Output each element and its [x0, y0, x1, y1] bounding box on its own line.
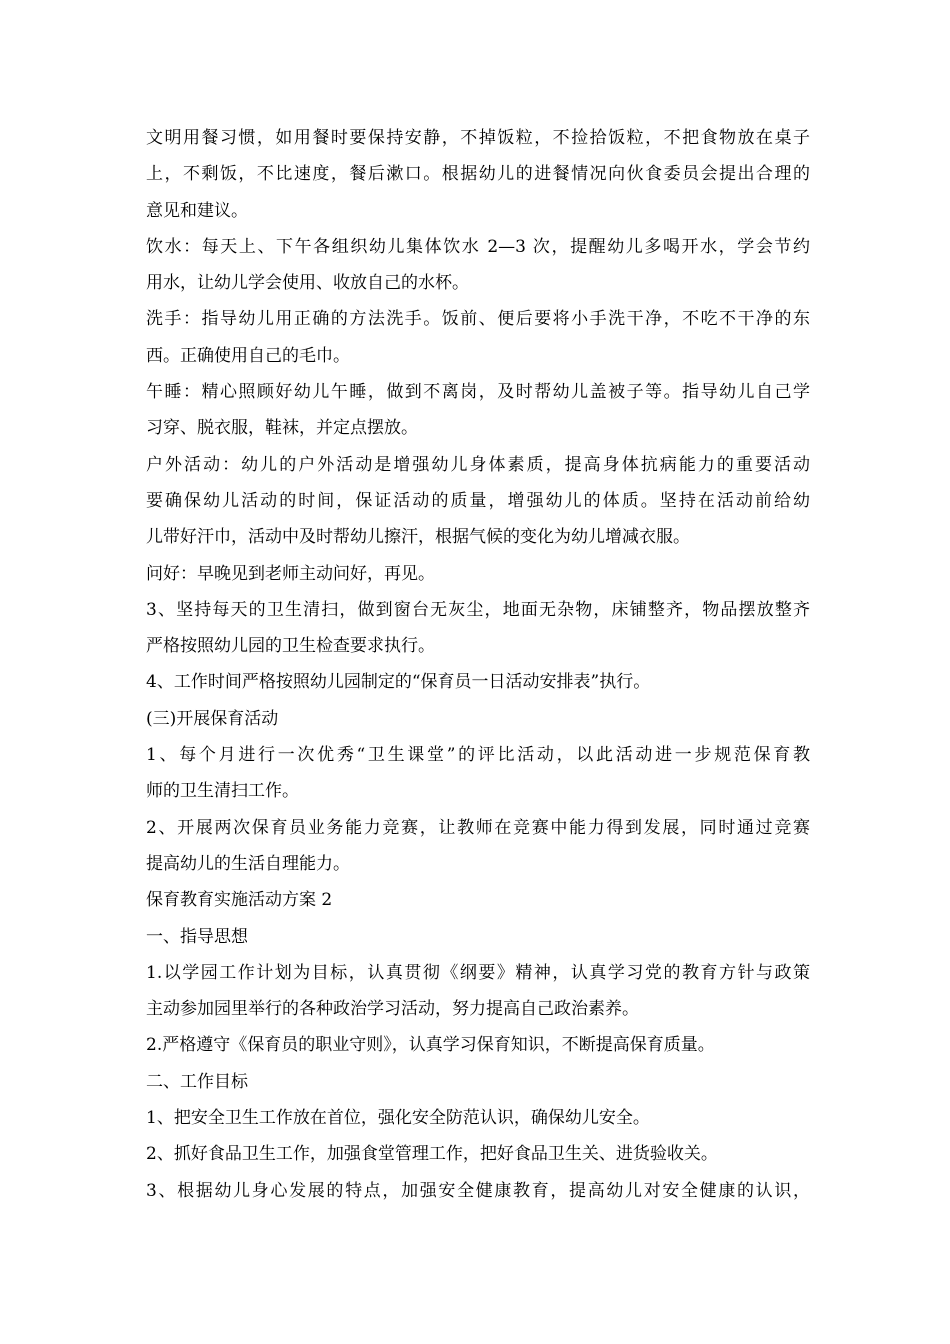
- text-line: 意见和建议。: [146, 200, 248, 221]
- text-line: 3、根据幼儿身心发展的特点，加强安全健康教育，提高幼儿对安全健康的认识，: [146, 1180, 810, 1201]
- text-line: 1.以学园工作计划为目标，认真贯彻《纲要》精神，认真学习党的教育方针与政策: [146, 962, 810, 983]
- text-line: 1、每个月进行一次优秀“卫生课堂”的评比活动，以此活动进一步规范保育教: [146, 745, 810, 766]
- text-line: 2、开展两次保育员业务能力竞赛，让教师在竞赛中能力得到发展，同时通过竞赛: [146, 817, 810, 838]
- text-line: 洗手：指导幼儿用正确的方法洗手。饭前、便后要将小手洗干净，不吃不干净的东: [146, 309, 810, 330]
- text-line: 文明用餐习惯，如用餐时要保持安静，不掉饭粒，不捡拾饭粒，不把食物放在桌子: [146, 128, 810, 148]
- text-line: 师的卫生清扫工作。: [146, 781, 299, 802]
- text-line: 上，不剩饭，不比速度，餐后漱口。根据幼儿的进餐情况向伙食委员会提出合理的: [146, 164, 810, 185]
- text-line: 西。正确使用自己的毛巾。: [146, 345, 350, 366]
- text-line: 午睡：精心照顾好幼儿午睡，做到不离岗，及时帮幼儿盖被子等。指导幼儿自己学: [146, 382, 810, 403]
- text-line: 2、抓好食品卫生工作，加强食堂管理工作，把好食品卫生关、进货验收关。: [146, 1144, 718, 1165]
- text-line: 问好：早晚见到老师主动问好，再见。: [146, 563, 435, 584]
- text-line: 3、坚持每天的卫生清扫，做到窗台无灰尘，地面无杂物，床铺整齐，物品摆放整齐: [146, 599, 810, 620]
- text-line: 一、指导思想: [146, 926, 248, 947]
- text-line: 主动参加园里举行的各种政治学习活动，努力提高自己政治素养。: [146, 999, 639, 1020]
- text-line: 习穿、脱衣服，鞋袜，并定点摆放。: [146, 418, 418, 439]
- document-body: [146, 120, 810, 1209]
- text-line: 提高幼儿的生活自理能力。: [146, 853, 350, 874]
- text-line: 饮水：每天上、下午各组织幼儿集体饮水 2—3 次，提醒幼儿多喝开水，学会节约: [146, 236, 810, 257]
- text-line: 严格按照幼儿园的卫生检查要求执行。: [146, 636, 435, 657]
- text-line: 2.严格遵守《保育员的职业守则》，认真学习保育知识，不断提高保育质量。: [146, 1035, 715, 1056]
- text-line: 1、把安全卫生工作放在首位，强化安全防范认识，确保幼儿安全。: [146, 1108, 650, 1129]
- text-line: 户外活动：幼儿的户外活动是增强幼儿身体素质，提高身体抗病能力的重要活动: [146, 454, 810, 475]
- text-line: 4、工作时间严格按照幼儿园制定的“保育员一日活动安排表”执行。: [146, 672, 651, 693]
- text-line: 二、工作目标: [146, 1071, 248, 1092]
- text-line: (三)开展保育活动: [146, 708, 279, 729]
- text-line: 要确保幼儿活动的时间，保证活动的质量，增强幼儿的体质。坚持在活动前给幼: [146, 490, 810, 511]
- text-line: 用水，让幼儿学会使用、收放自己的水杯。: [146, 273, 469, 294]
- text-line: 保育教育实施活动方案 2: [146, 890, 333, 911]
- text-line: 儿带好汗巾，活动中及时帮幼儿擦汗，根据气候的变化为幼儿增减衣服。: [146, 527, 690, 548]
